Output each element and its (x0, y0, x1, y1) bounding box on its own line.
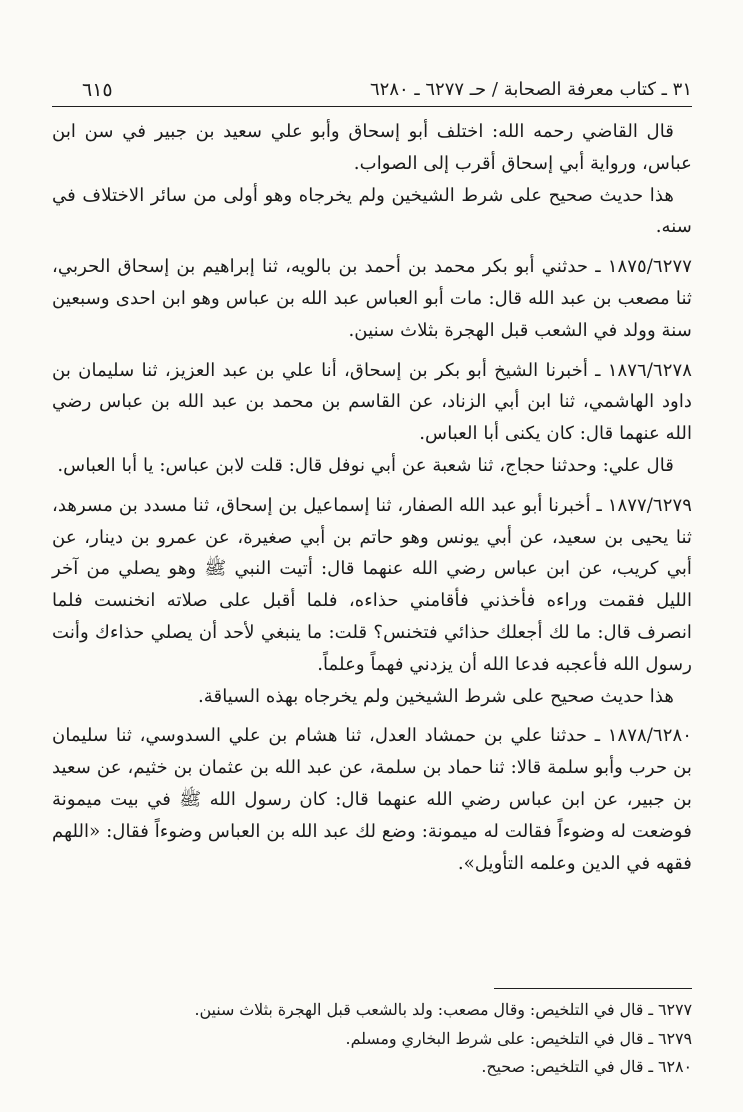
book-page (52, 64, 692, 1076)
paragraph-ali: قال علي: وحدثنا حجاج، ثنا شعبة عن أبي نوفل قال: قلت لابن عباس: يا أبا العباس. (57, 454, 674, 476)
hadith-6279: ١٨٧٧/٦٢٧٩ ـ أخبرنا أبو عبد الله الصفار، ثنا إسماعيل بن إسحاق، ثنا مسدد بن مسرهد، ثنا يحيى بن سعيد، عن أبي يونس وهو حاتم بن أبي صغيرة، عن عمرو بن دينار، عن أبي كريب، عن ابن عباس رضي الله عنهما قال: أتيت النبي ﷺ وهو يصلي من آخر الليل فقمت وراءه فأخذني فأقامني حذاءه، فلما أقبل على صلاته انخنست فلما انصرف قال: ما لك أجعلك حذائي فتخنس؟ قلت: ما ينبغي لأحد أن يصلي حذاءك وأنت رسول الله فأعجبه فدعا الله أن يزدني فهماً وعلماً. (52, 494, 692, 675)
running-header (52, 72, 692, 108)
main-text (52, 116, 692, 879)
paragraph-verdict-2: هذا حديث صحيح على شرط الشيخين ولم يخرجاه بهذه السياقة. (197, 685, 674, 707)
footnote-6277: ٦٢٧٧ ـ قال في التلخيص: وقال مصعب: ولد بالشعب قبل الهجرة بثلاث سنين. (194, 1000, 692, 1019)
paragraph-commentary: قال القاضي رحمه الله: اختلف أبو إسحاق وأبو علي سعيد بن جبير في سن ابن عباس، ورواية أبي إسحاق أقرب إلى الصواب. (52, 121, 692, 174)
paragraph-verdict: هذا حديث صحيح على شرط الشيخين ولم يخرجاه وهو أولى من سائر الاختلاف في سنه. (52, 184, 692, 238)
hadith-6280: ١٨٧٨/٦٢٨٠ ـ حدثنا علي بن حمشاد العدل، ثنا هشام بن علي السدوسي، ثنا سليمان بن حرب وأبو سلمة قالا: ثنا حماد بن سلمة، عن عبد الله بن عثمان بن خثيم، عن سعيد بن جبير، عن ابن عباس رضي الله عنهما قال: كان رسول الله ﷺ في بيت ميمونة فوضعت له وضوءاً فقالت له ميمونة: وضع لك عبد الله بن العباس وضوءاً فقال: «اللهم فقهه في الدين وعلمه التأويل». (52, 725, 692, 874)
footnotes (52, 996, 692, 1082)
footnote-6280: ٦٢٨٠ ـ قال في التلخيص: صحيح. (481, 1057, 692, 1076)
header-title: ٣١ ـ كتاب معرفة الصحابة / حـ ٦٢٧٧ ـ ٦٢٨٠ (370, 79, 692, 100)
hadith-6277: ١٨٧٥/٦٢٧٧ ـ حدثني أبو بكر محمد بن أحمد بن بالويه، ثنا إبراهيم بن إسحاق الحربي، ثنا مصعب بن عبد الله قال: مات أبو العباس عبد الله بن عباس وهو ابن احدى وسبعين سنة وولد في الشعب قبل الهجرة بثلاث سنين. (52, 256, 692, 341)
page-number: ٦١٥ (82, 79, 113, 101)
hadith-6278: ١٨٧٦/٦٢٧٨ ـ أخبرنا الشيخ أبو بكر بن إسحاق، أنا علي بن عبد العزيز، ثنا سليمان بن داود الهاشمي، ثنا ابن أبي الزناد، عن القاسم بن محمد بن عبد الله بن عباس رضي الله عنهما قال: كان يكنى أبا العباس. (52, 359, 692, 445)
footnote-6279: ٦٢٧٩ ـ قال في التلخيص: على شرط البخاري ومسلم. (345, 1028, 692, 1048)
footnote-separator (494, 988, 692, 989)
header-rule (52, 106, 692, 107)
